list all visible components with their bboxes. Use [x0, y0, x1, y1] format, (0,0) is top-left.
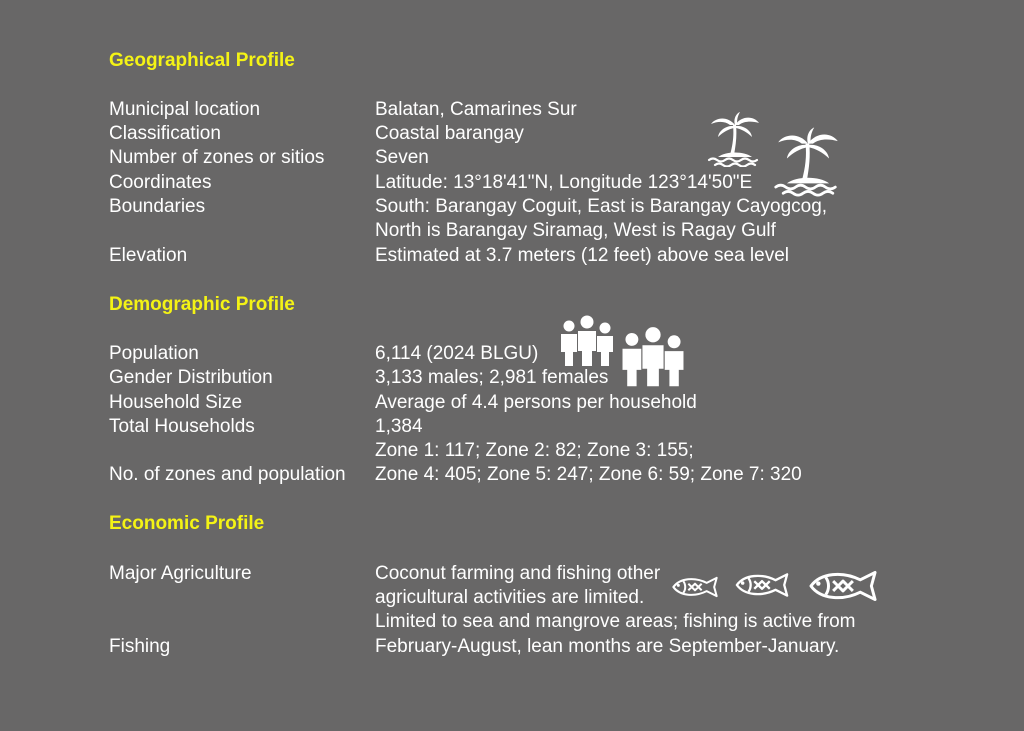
zones-population-value-line1: Zone 1: 117; Zone 2: 82; Zone 3: 155; [375, 440, 694, 461]
palm-island-icon [772, 125, 844, 197]
fish-icon [806, 568, 880, 604]
household-size-value: Average of 4.4 persons per household [375, 392, 697, 413]
zones-population-value-line2: Zone 4: 405; Zone 5: 247; Zone 6: 59; Zone 7: 320 [375, 464, 802, 485]
fishing-value-line1: Limited to sea and mangrove areas; fishing is active from [375, 611, 856, 632]
fishing-value-line2: February-August, lean months are September-January. [375, 636, 840, 657]
zones-population-label: No. of zones and population [109, 464, 346, 485]
gender-distribution-value: 3,133 males; 2,981 females [375, 367, 609, 388]
people-group-icon [619, 326, 687, 388]
palm-island-icon [706, 111, 764, 167]
boundaries-value-line1: South: Barangay Coguit, East is Barangay Cayogcog, [375, 196, 828, 217]
municipal-location-value: Balatan, Camarines Sur [375, 99, 577, 120]
fish-icon [733, 571, 791, 599]
population-value: 6,114 (2024 BLGU) [375, 343, 539, 364]
classification-label: Classification [109, 123, 221, 144]
total-households-label: Total Households [109, 416, 255, 437]
economic-profile-heading: Economic Profile [109, 513, 265, 534]
elevation-value: Estimated at 3.7 meters (12 feet) above sea level [375, 245, 789, 266]
geographical-profile-heading: Geographical Profile [109, 50, 295, 71]
household-size-label: Household Size [109, 392, 243, 413]
gender-distribution-label: Gender Distribution [109, 367, 273, 388]
zones-label: Number of zones or sitios [109, 147, 325, 168]
municipal-location-label: Municipal location [109, 99, 261, 120]
zones-value: Seven [375, 147, 429, 168]
boundaries-label: Boundaries [109, 196, 206, 217]
major-agriculture-value-line2: agricultural activities are limited. [375, 587, 645, 608]
total-households-value: 1,384 [375, 416, 423, 437]
elevation-label: Elevation [109, 245, 188, 266]
boundaries-value-line2: North is Barangay Siramag, West is Ragay Gulf [375, 220, 776, 241]
fishing-label: Fishing [109, 636, 171, 657]
coordinates-value: Latitude: 13°18'41"N, Longitude 123°14'50"E [375, 172, 753, 193]
coordinates-label: Coordinates [109, 172, 212, 193]
fish-icon [670, 575, 720, 599]
people-group-icon [558, 315, 616, 367]
population-label: Population [109, 343, 199, 364]
major-agriculture-value-line1: Coconut farming and fishing other [375, 563, 661, 584]
demographic-profile-heading: Demographic Profile [109, 294, 295, 315]
classification-value: Coastal barangay [375, 123, 524, 144]
major-agriculture-label: Major Agriculture [109, 563, 252, 584]
